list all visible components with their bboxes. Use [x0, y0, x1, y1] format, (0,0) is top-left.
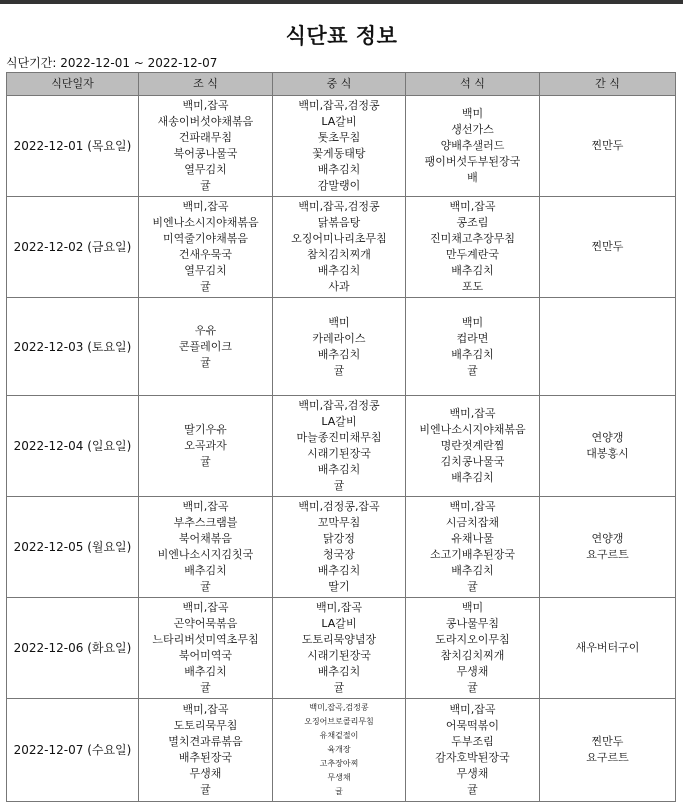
lunch-cell: [273, 298, 406, 396]
lunch-cell: [273, 497, 406, 598]
menu-item: 귤: [333, 479, 345, 492]
menu-item: 귤: [467, 580, 478, 593]
date-cell: 2022-12-05 (월요일): [7, 497, 139, 598]
menu-item: 백미,잡곡,검정콩: [298, 399, 380, 412]
menu-item: 콩나물무침: [445, 617, 500, 630]
menu-item: 컵라면: [456, 331, 489, 345]
menu-item: 귤: [200, 179, 211, 192]
menu-item: 오곡과자: [184, 439, 227, 452]
menu-item: 마늘종진미채무침: [296, 431, 382, 444]
menu-item: 감말랭이: [317, 179, 361, 192]
menu-item: 미역줄기야채볶음: [162, 232, 248, 245]
date-cell: 2022-12-01 (목요일): [7, 96, 139, 197]
menu-item: 생선가스: [451, 123, 494, 136]
menu-item: LA갈비: [321, 415, 357, 428]
menu-item: 귤: [333, 681, 345, 694]
menu-item: 만두계란국: [445, 248, 500, 261]
menu-item: 도토리묵무침: [173, 719, 238, 732]
menu-item: 백미,잡곡: [449, 200, 496, 213]
header-snack: 간 식: [540, 73, 676, 96]
dinner-cell: [406, 598, 540, 699]
menu-item: 귤: [467, 363, 478, 377]
lunch-cell: [273, 598, 406, 699]
menu-item: 도토리묵양념장: [301, 633, 377, 646]
dinner-cell: [406, 497, 540, 598]
menu-item: 느타리버섯미역초무침: [152, 633, 259, 646]
menu-item: 소고기배추된장국: [429, 548, 515, 561]
table-row: [7, 598, 676, 699]
menu-item: 새송이버섯야채볶음: [157, 115, 254, 128]
menu-item: 배추김치: [451, 264, 494, 277]
table-row: [7, 197, 676, 298]
menu-item: 비엔나소시지야채볶음: [152, 216, 259, 229]
menu-item: 백미: [461, 315, 484, 329]
menu-item: 백미,잡곡: [449, 407, 496, 420]
menu-item: 백미,잡곡: [182, 703, 229, 716]
menu-item: 북어채볶음: [178, 532, 233, 545]
menu-item: 배추김치: [317, 463, 361, 476]
menu-item: 유채나물: [451, 532, 494, 545]
menu-item: 딸기우유: [184, 423, 227, 436]
menu-item: 고추장아찌: [319, 759, 359, 768]
snack-cell: [540, 197, 676, 298]
menu-item: 진미채고추장무침: [429, 232, 515, 245]
menu-item: 새우버터구이: [575, 641, 640, 654]
menu-item: 콘플레이크: [178, 339, 233, 353]
date-cell: 2022-12-04 (일요일): [7, 396, 139, 497]
menu-item: 오징어브로콜리무침: [304, 717, 374, 726]
menu-item: 육개장: [327, 745, 351, 754]
menu-item: 대봉홍시: [586, 447, 629, 460]
snack-cell: [540, 396, 676, 497]
menu-item: LA갈비: [321, 115, 357, 128]
lunch-cell: [273, 699, 406, 802]
menu-item: 참치김치찌개: [440, 649, 505, 662]
menu-item: 백미,잡곡,검정콩: [309, 703, 369, 712]
menu-item: 백미,잡곡: [182, 99, 229, 112]
menu-item: 배추김치: [451, 564, 494, 577]
date-cell: 2022-12-07 (수요일): [7, 699, 139, 802]
menu-item: 비엔나소시지김칫국: [157, 548, 254, 561]
menu-item: 딸기: [328, 580, 350, 593]
dinner-cell: [406, 96, 540, 197]
menu-item: 닭강정: [323, 532, 355, 545]
snack-cell: [540, 699, 676, 802]
menu-item: 귤: [200, 783, 211, 796]
breakfast-cell: [139, 197, 273, 298]
menu-item: 귤: [335, 787, 343, 796]
menu-item: 도라지오이무침: [435, 633, 510, 646]
menu-item: 배추김치: [317, 564, 361, 577]
menu-item: 귤: [467, 783, 478, 796]
menu-item: 백미,잡곡: [182, 601, 229, 614]
menu-item: 시래기된장국: [307, 649, 371, 662]
menu-item: 어묵떡볶이: [445, 719, 500, 732]
menu-item: 닭볶음탕: [317, 216, 361, 229]
menu-item: 무생채: [456, 665, 489, 678]
menu-table: [6, 72, 676, 802]
table-row: [7, 96, 676, 197]
header-date: 식단일자: [7, 73, 139, 96]
menu-item: 배추김치: [317, 264, 361, 277]
table-row: [7, 396, 676, 497]
menu-item: 건새우묵국: [178, 248, 233, 261]
menu-item: 배추김치: [317, 163, 361, 176]
menu-item: 찐만두: [591, 735, 624, 748]
menu-item: 백미,검정콩,잡곡: [298, 500, 380, 513]
menu-item: 백미: [461, 601, 484, 614]
menu-item: 귤: [200, 681, 211, 694]
menu-item: 백미,잡곡,검정콩: [298, 99, 380, 112]
menu-item: 두부조림: [451, 735, 494, 748]
menu-item: 귤: [200, 580, 211, 593]
menu-item: 무생채: [456, 767, 489, 780]
header-row: [7, 73, 676, 96]
breakfast-cell: [139, 497, 273, 598]
menu-item: 북어콩나물국: [173, 147, 238, 160]
menu-item: 비엔나소시지야채볶음: [419, 423, 526, 436]
header-lunch: 중 식: [273, 73, 406, 96]
breakfast-cell: [139, 298, 273, 396]
date-cell: 2022-12-03 (토요일): [7, 298, 139, 396]
lunch-cell: [273, 197, 406, 298]
menu-item: 백미,잡곡: [182, 500, 229, 513]
breakfast-cell: [139, 96, 273, 197]
menu-item: 배추김치: [317, 347, 361, 361]
menu-item: 시금치잡채: [445, 516, 500, 529]
header-breakfast: 조 식: [139, 73, 273, 96]
menu-item: 팽이버섯두부된장국: [424, 155, 521, 168]
snack-cell: [540, 598, 676, 699]
menu-item: 건파래무침: [178, 131, 233, 144]
menu-item: 유채겉절이: [319, 731, 359, 740]
menu-item: 오징어미나리초무침: [291, 232, 387, 245]
lunch-cell: [273, 96, 406, 197]
header-dinner: 석 식: [406, 73, 540, 96]
menu-item: 귤: [467, 681, 478, 694]
menu-item: 김치콩나물국: [440, 455, 505, 468]
snack-cell: [540, 497, 676, 598]
breakfast-cell: [139, 396, 273, 497]
menu-item: 곤약어묵볶음: [173, 617, 238, 630]
menu-item: 부추스크램블: [173, 516, 238, 529]
menu-item: 배추김치: [451, 471, 494, 484]
menu-period: 식단기간: 2022-12-01 ~ 2022-12-07: [6, 56, 218, 70]
menu-item: 감자호박된장국: [435, 751, 510, 764]
dinner-cell: [406, 699, 540, 802]
breakfast-cell: [139, 598, 273, 699]
menu-item: 백미,잡곡: [315, 601, 362, 614]
menu-item: 양배추샐러드: [440, 139, 505, 152]
dinner-cell: [406, 197, 540, 298]
menu-item: 백미: [328, 315, 350, 329]
menu-item: 찐만두: [591, 240, 624, 253]
menu-item: 우유: [194, 323, 217, 337]
menu-item: 연양갱: [591, 532, 624, 545]
table-row: [7, 298, 676, 396]
menu-item: 백미,잡곡,검정콩: [298, 200, 380, 213]
menu-item: 멸치견과류볶음: [168, 735, 243, 748]
table-row: [7, 497, 676, 598]
menu-item: 백미,잡곡: [449, 703, 496, 716]
snack-cell: [540, 298, 676, 396]
menu-item: 백미: [461, 107, 484, 120]
menu-item: 꽃게동태탕: [312, 147, 366, 160]
menu-item: 요구르트: [586, 751, 629, 764]
date-cell: 2022-12-02 (금요일): [7, 197, 139, 298]
menu-item: 백미,잡곡: [449, 500, 496, 513]
menu-item: 열무김치: [184, 163, 227, 176]
menu-item: 귤: [200, 280, 211, 293]
menu-item: 배추김치: [317, 665, 361, 678]
menu-item: 시래기된장국: [307, 447, 371, 460]
date-cell: 2022-12-06 (화요일): [7, 598, 139, 699]
menu-item: 톳초무침: [317, 131, 361, 144]
menu-item: 콩조림: [456, 216, 489, 229]
menu-item: 사과: [328, 280, 350, 293]
dinner-cell: [406, 396, 540, 497]
table-row: [7, 699, 676, 802]
menu-item: 귤: [200, 455, 211, 468]
page-title: 식단표 정보: [285, 24, 398, 48]
menu-item: 배추김치: [451, 347, 494, 361]
menu-item: 배추김치: [184, 665, 227, 678]
menu-item: LA갈비: [321, 617, 357, 630]
menu-item: 명란젓계란찜: [440, 439, 505, 452]
menu-item: 열무김치: [184, 264, 227, 277]
menu-item: 청국장: [323, 548, 355, 561]
breakfast-cell: [139, 699, 273, 802]
menu-item: 참치김치찌개: [307, 248, 371, 261]
menu-item: 무생채: [189, 767, 222, 780]
menu-body: [7, 96, 676, 802]
menu-item: 카레라이스: [312, 331, 366, 345]
menu-item: 백미,잡곡: [182, 200, 229, 213]
menu-item: 배추된장국: [178, 751, 233, 764]
menu-item: 연양갱: [591, 431, 624, 444]
dinner-cell: [406, 298, 540, 396]
menu-item: 무생채: [327, 773, 351, 782]
menu-item: 포도: [461, 280, 484, 293]
menu-item: 귤: [200, 355, 211, 369]
snack-cell: [540, 96, 676, 197]
menu-item: 배추김치: [184, 564, 227, 577]
top-border: [0, 0, 683, 4]
menu-item: 찐만두: [591, 139, 624, 152]
menu-item: 꼬막무침: [317, 516, 361, 529]
menu-item: 북어미역국: [178, 649, 233, 662]
lunch-cell: [273, 396, 406, 497]
menu-item: 요구르트: [586, 548, 629, 561]
menu-item: 귤: [333, 363, 345, 377]
menu-item: 배: [467, 171, 478, 184]
